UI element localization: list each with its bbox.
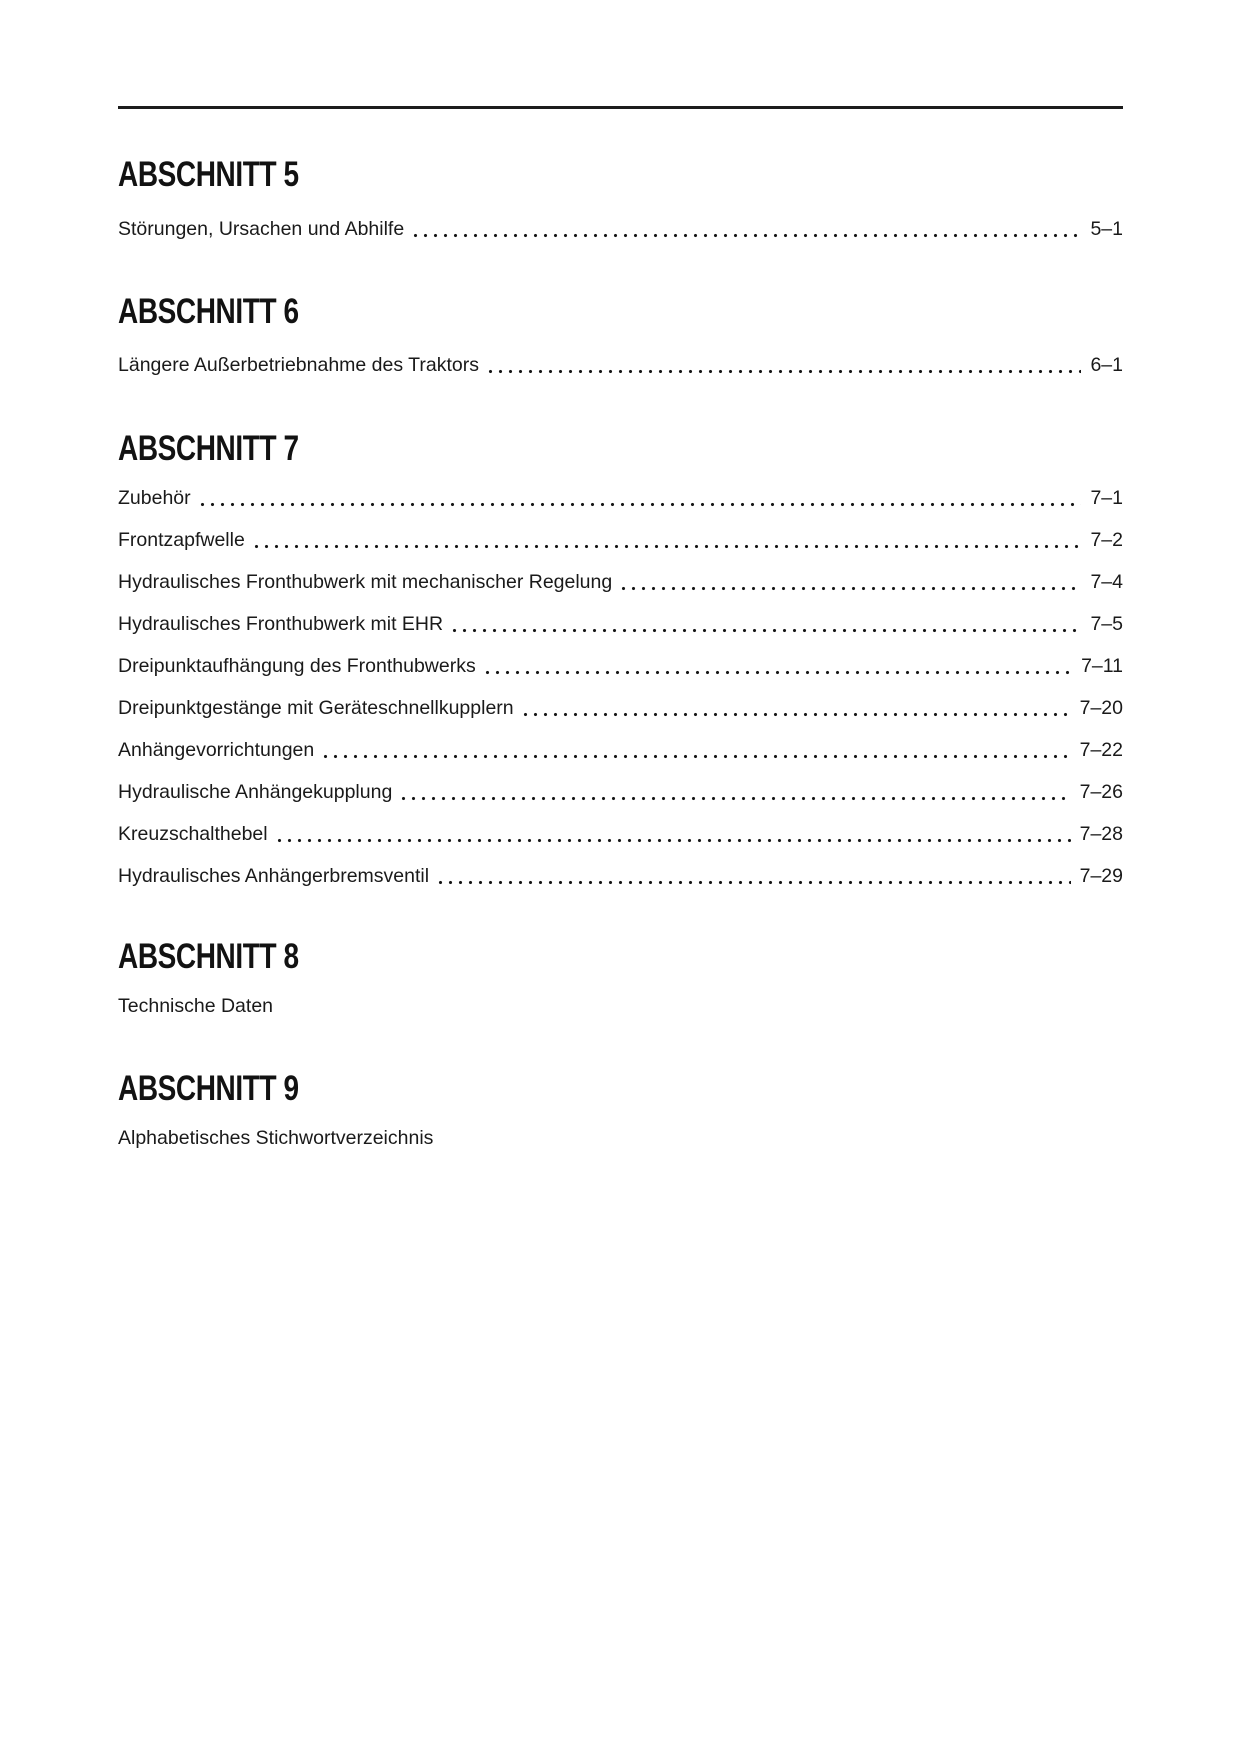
toc-entry-page: 7–11 [1081, 655, 1123, 677]
section-title: ABSCHNITT 9 [118, 1069, 299, 1108]
toc-entry [118, 654, 1123, 678]
toc-entry-page: 6–1 [1090, 354, 1123, 376]
toc-entry [118, 612, 1123, 636]
toc-entry [118, 696, 1123, 720]
toc-entry-label: Hydraulisches Fronthubwerk mit EHR [118, 613, 444, 635]
toc-entry-label: Frontzapfwelle [118, 529, 245, 551]
section-title: ABSCHNITT 7 [118, 429, 299, 468]
dot-leader [488, 369, 1081, 374]
toc-entry-page: 7–1 [1090, 487, 1123, 509]
section-title: ABSCHNITT 5 [118, 155, 299, 194]
dot-leader [452, 628, 1081, 633]
dot-leader [413, 233, 1081, 238]
toc-entry-label: Störungen, Ursachen und Abhilfe [118, 218, 405, 240]
toc-entry [118, 864, 1123, 888]
top-rule [118, 106, 1123, 109]
toc-entry-page: 7–28 [1079, 823, 1123, 845]
toc-entry-page: 5–1 [1090, 218, 1123, 240]
toc-entry [118, 1126, 1123, 1150]
toc-entry-page: 7–26 [1079, 781, 1123, 803]
toc-entry [118, 570, 1123, 594]
toc-entry [118, 217, 1123, 241]
toc-entry [118, 738, 1123, 762]
dot-leader [277, 838, 1071, 843]
toc-entry-label: Zubehör [118, 487, 191, 509]
toc-entry-label: Dreipunktaufhängung des Fronthubwerks [118, 655, 476, 677]
toc-entry-page: 7–2 [1090, 529, 1123, 551]
dot-leader [323, 754, 1070, 759]
toc-entry-page: 7–22 [1079, 739, 1123, 761]
toc-entry-label: Dreipunktgestänge mit Geräteschnellkupplern [118, 697, 514, 719]
toc-entry [118, 822, 1123, 846]
dot-leader [200, 502, 1082, 507]
toc-entry-page: 7–29 [1079, 865, 1123, 887]
toc-entry-page: 7–5 [1090, 613, 1123, 635]
dot-leader [438, 880, 1071, 885]
toc-entry-page: 7–20 [1079, 697, 1123, 719]
dot-leader [401, 796, 1070, 801]
toc-entry [118, 486, 1123, 510]
toc-entry-label: Alphabetisches Stichwortverzeichnis [118, 1127, 434, 1149]
section-abschnitt-6 [118, 292, 1123, 377]
toc-entry-label: Längere Außerbetriebnahme des Traktors [118, 354, 479, 376]
toc-entry-label: Anhängevorrichtungen [118, 739, 315, 761]
toc-entry-label: Hydraulisches Anhängerbremsventil [118, 865, 430, 887]
section-abschnitt-7 [118, 429, 1123, 888]
section-title: ABSCHNITT 8 [118, 937, 299, 976]
dot-leader [523, 712, 1071, 717]
section-title: ABSCHNITT 6 [118, 292, 299, 331]
toc-entry [118, 994, 1123, 1018]
dot-leader [621, 586, 1081, 591]
toc-entry-page: 7–4 [1090, 571, 1123, 593]
toc-entry [118, 528, 1123, 552]
section-abschnitt-8 [118, 937, 1123, 1018]
toc-entry-label: Hydraulisches Fronthubwerk mit mechanischer Regelung [118, 571, 613, 593]
dot-leader [254, 544, 1082, 549]
dot-leader [485, 670, 1072, 675]
toc-entry [118, 780, 1123, 804]
section-abschnitt-5 [118, 155, 1123, 241]
toc-entry-label: Kreuzschalthebel [118, 823, 268, 845]
section-abschnitt-9 [118, 1069, 1123, 1150]
toc-entry [118, 353, 1123, 377]
toc-entry-label: Hydraulische Anhängekupplung [118, 781, 393, 803]
toc-entry-label: Technische Daten [118, 995, 274, 1017]
